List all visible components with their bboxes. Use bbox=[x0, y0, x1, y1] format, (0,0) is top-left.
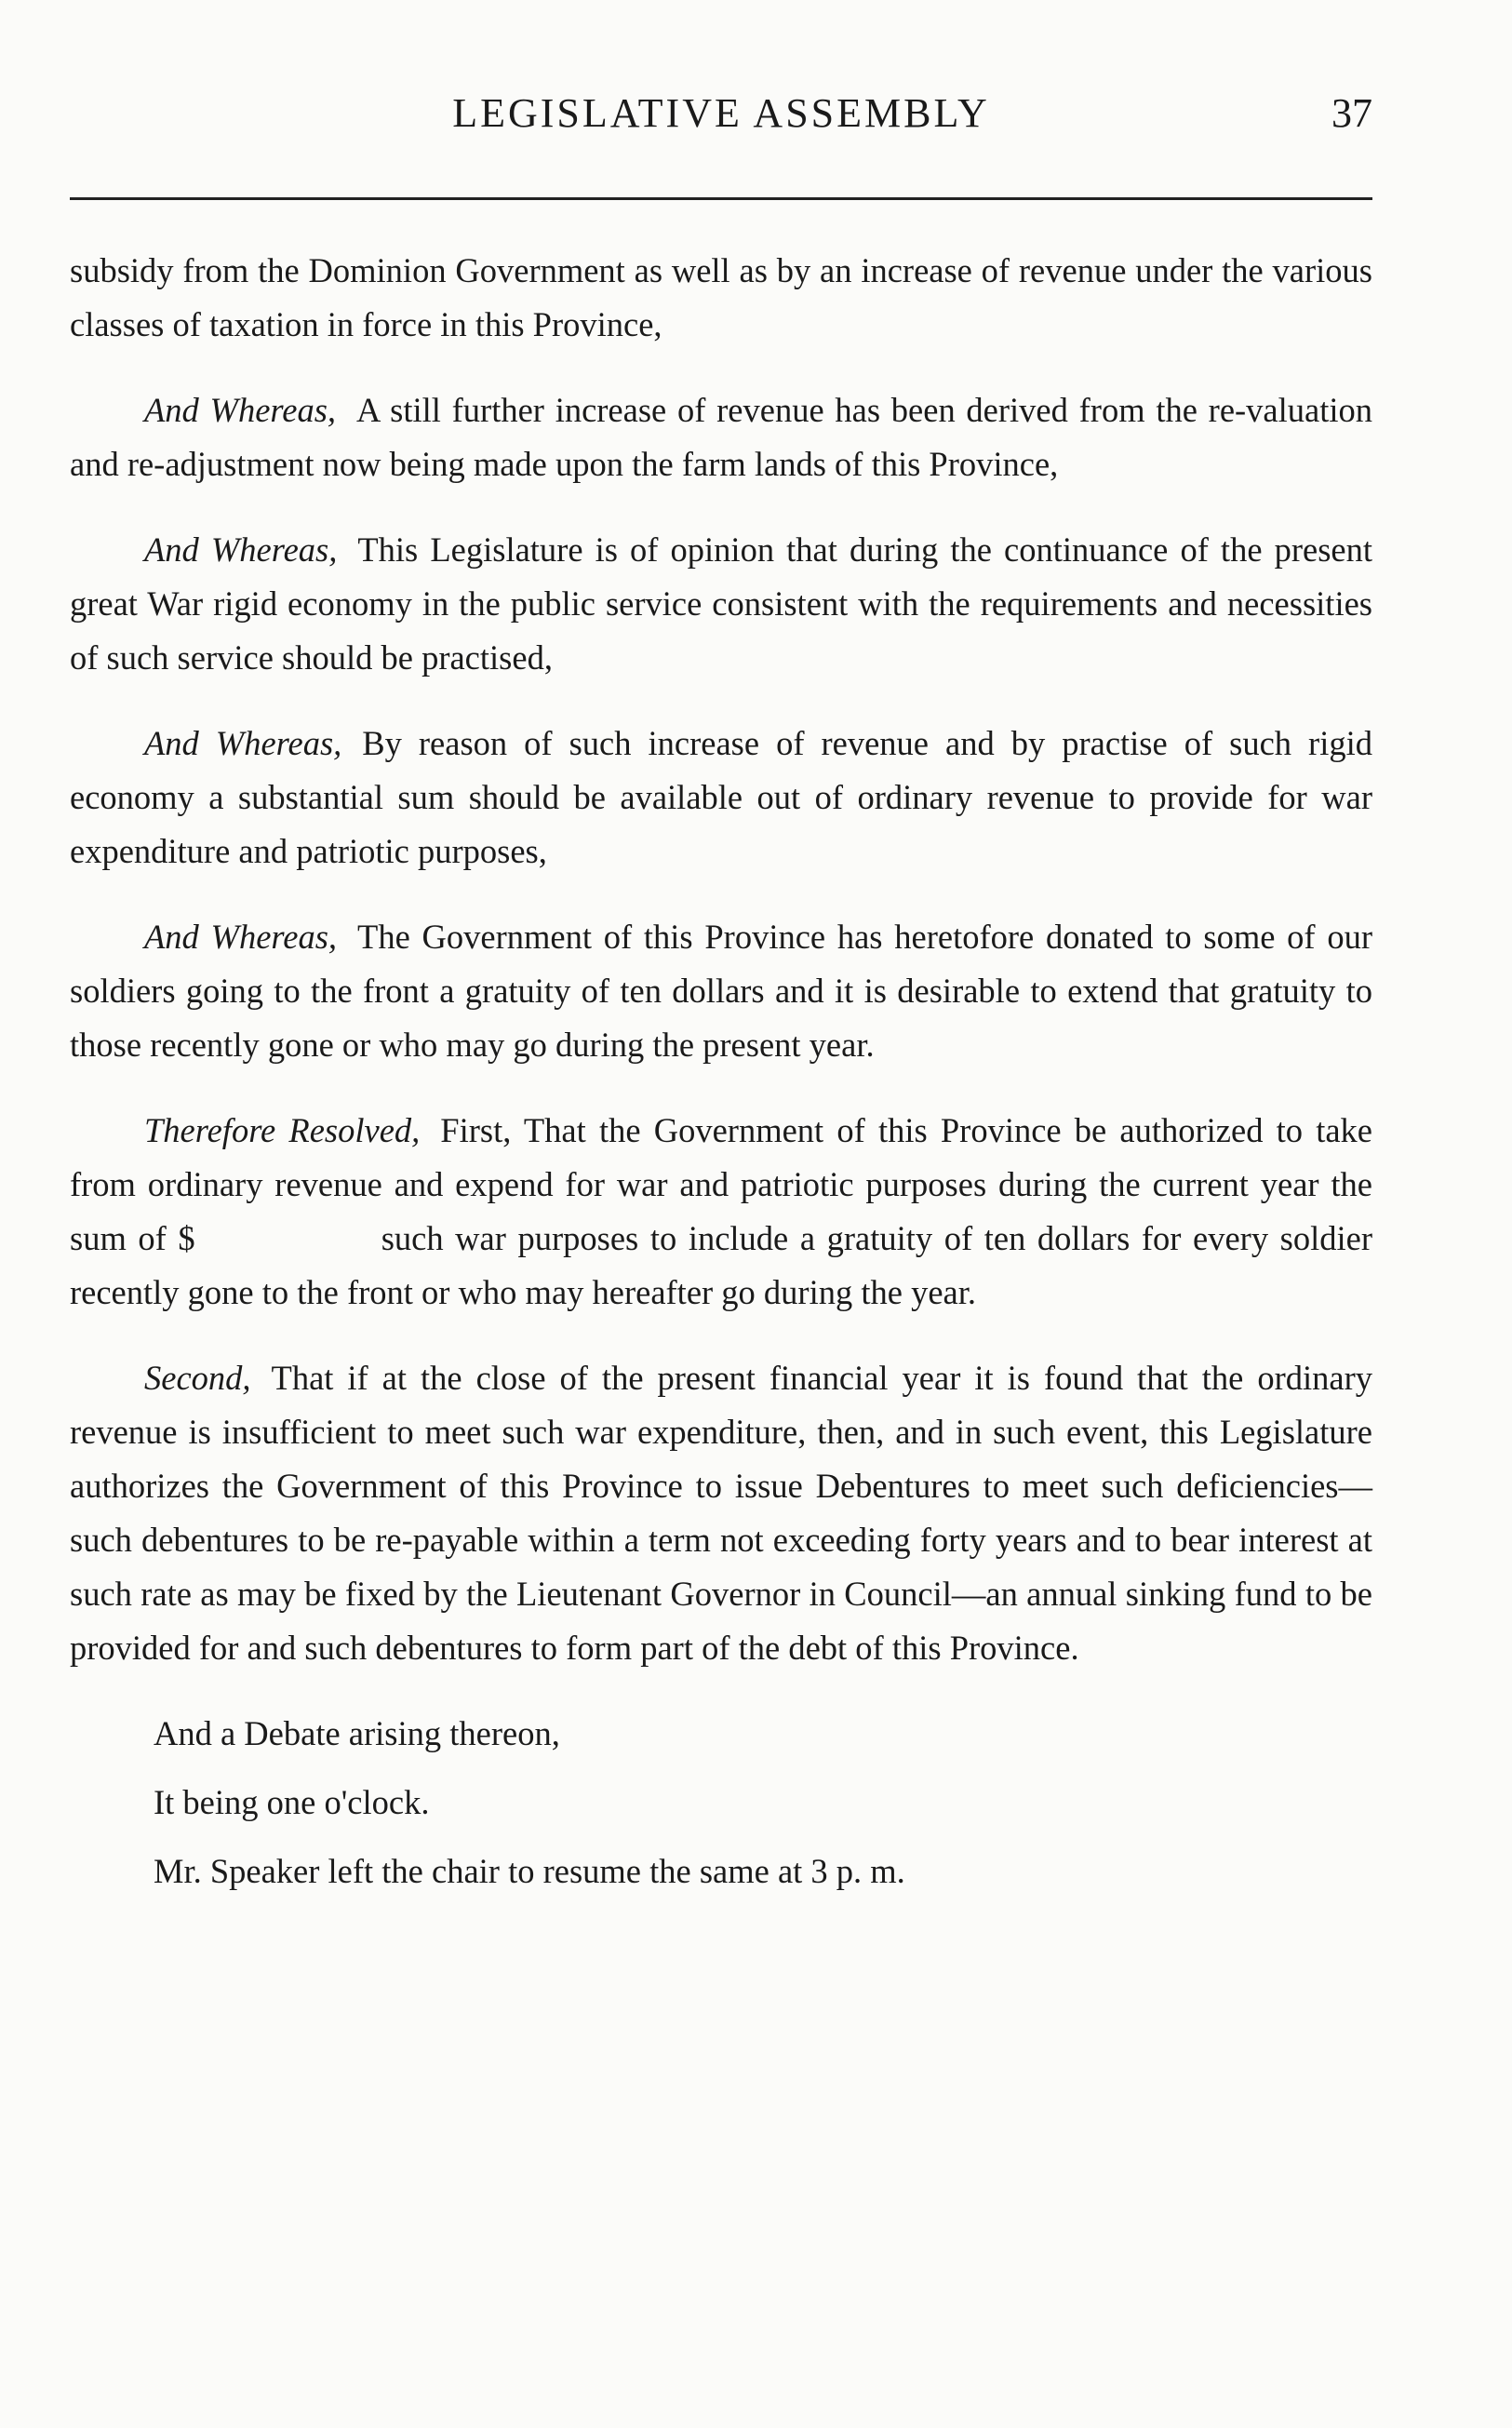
paragraph-text: The Government of this Province has heretofore donated to some of our soldiers going to the front a gratuity of ten dollars and it is desirable to extend that gratuity to those recently gone or who may go during the present year. bbox=[70, 918, 1372, 1064]
paragraph-continuation bbox=[70, 244, 1372, 352]
paragraph-resolved-second bbox=[70, 1351, 1372, 1675]
paragraph-whereas-4 bbox=[70, 910, 1372, 1072]
paragraph-text: That if at the close of the present financial year it is found that the ordinary revenue is insufficient to meet such war expenditure, then, and in such event, this Legislature authorizes the Government of this Province to issue Debentures to meet such deficiencies—such debentures to be re-payable within a term not exceeding forty years and to bear interest at such rate as may be fixed by the Lieutenant Governor in Council—an annual sinking fund to be provided for and such debentures to form part of the debt of this Province. bbox=[70, 1359, 1372, 1667]
closing-line-time: It being one o'clock. bbox=[154, 1783, 430, 1821]
paragraph-whereas-2 bbox=[70, 523, 1372, 685]
running-title: LEGISLATIVE ASSEMBLY bbox=[452, 90, 990, 136]
paragraph-text: First, That the Government of this Province be authorized to take from ordinary revenue and expend for war and patriotic purposes during the current year the sum of $ bbox=[70, 1111, 1373, 1257]
paragraph-whereas-3 bbox=[70, 717, 1372, 879]
paragraph-text: A still further increase of revenue has been derived from the re-valuation and re-adjustment now being made upon the farm lands of this Province, bbox=[70, 391, 1372, 483]
header-rule bbox=[70, 197, 1372, 200]
paragraph-lead: And Whereas, bbox=[144, 530, 338, 569]
paragraph-text: This Legislature is of opinion that during the continuance of the present great War rigid economy in the public service consistent with the requirements and necessities of such service should be practised, bbox=[70, 530, 1373, 677]
page-number: 37 bbox=[1331, 90, 1372, 136]
closing-line-debate: And a Debate arising thereon, bbox=[154, 1714, 560, 1752]
closing-line-adjourn: Mr. Speaker left the chair to resume the same at 3 p. m. bbox=[154, 1852, 905, 1890]
paragraph-text: subsidy from the Dominion Government as well as by an increase of revenue under the various classes of taxation in force in this Province, bbox=[70, 251, 1372, 343]
paragraph-text: By reason of such increase of revenue and by practise of such rigid economy a substantial sum should be available out of ordinary revenue to provide for war expenditure and patriotic purposes, bbox=[70, 724, 1372, 870]
paragraph-whereas-1 bbox=[70, 383, 1372, 491]
paragraph-lead: And Whereas, bbox=[144, 724, 342, 762]
body-text bbox=[70, 244, 1372, 1913]
paragraph-text: such war purposes to include a gratuity of ten dollars for every soldier recently gone to the front or who may hereafter go during the year. bbox=[70, 1219, 1373, 1311]
paragraph-lead: Second, bbox=[144, 1359, 251, 1397]
paragraph-lead: Therefore Resolved, bbox=[144, 1111, 421, 1149]
paragraph-resolved-first bbox=[70, 1104, 1372, 1320]
paragraph-lead: And Whereas, bbox=[144, 918, 338, 956]
paragraph-lead: And Whereas, bbox=[144, 391, 337, 429]
running-head bbox=[70, 86, 1372, 141]
